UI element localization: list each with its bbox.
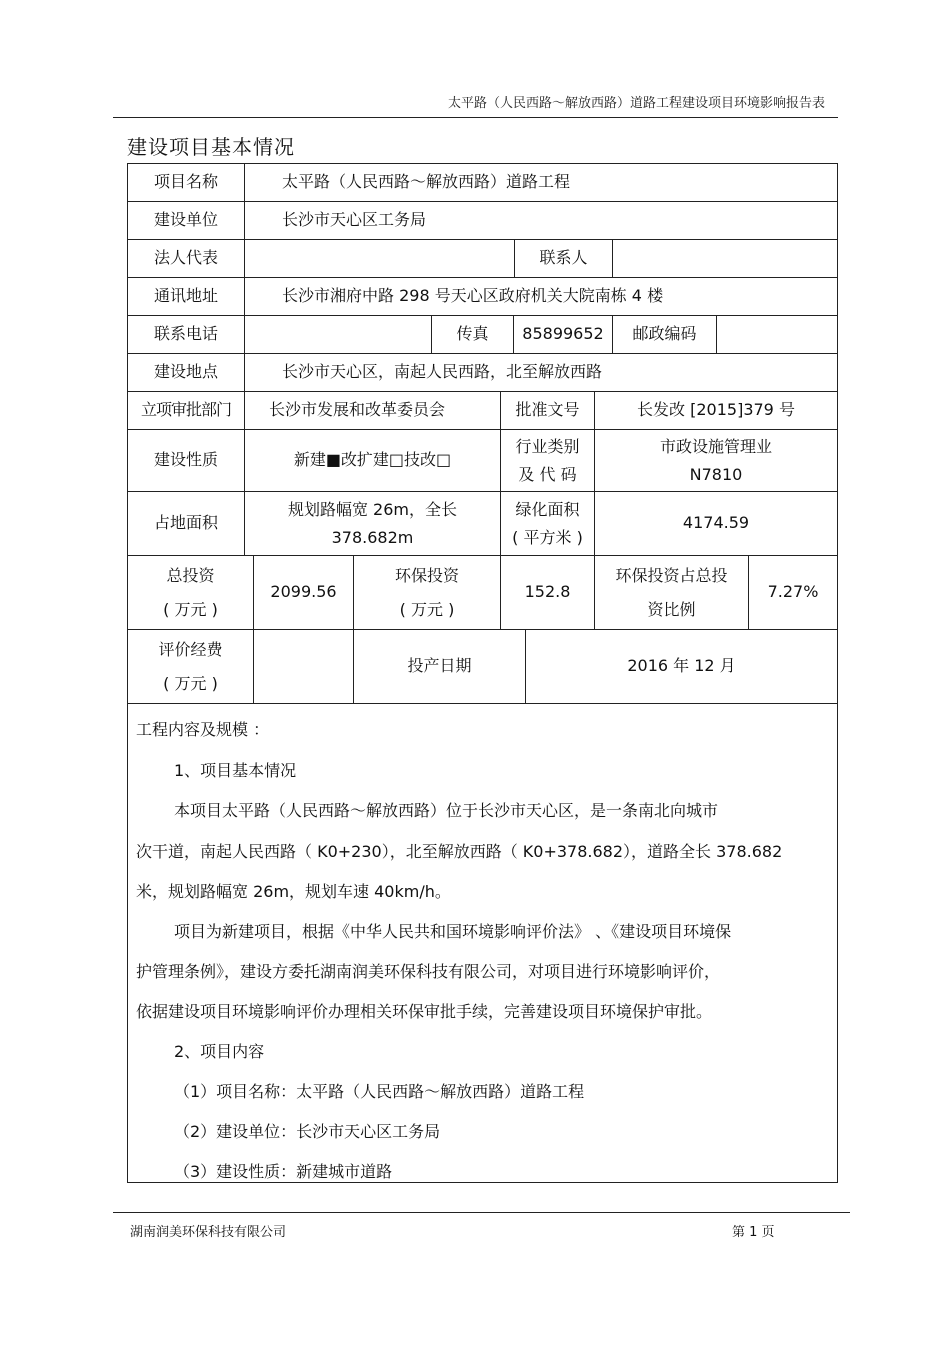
label-postcode: 邮政编码 bbox=[613, 316, 717, 354]
label-ratio-line2: 资比例 bbox=[647, 599, 696, 619]
value-area-line2: 378.682m bbox=[331, 527, 414, 547]
value-contact bbox=[613, 240, 837, 278]
label-project-name: 项目名称 bbox=[128, 164, 245, 202]
label-industry bbox=[501, 430, 595, 492]
value-nature: 新建■改扩建□技改□ bbox=[245, 430, 501, 492]
label-fee-line1: 评价经费 bbox=[158, 639, 223, 659]
value-green: 4174.59 bbox=[595, 492, 837, 556]
header-rule bbox=[113, 117, 838, 118]
content-p2-line1: 项目为新建项目，根据《中华人民共和国环境影响评价法》 、《建设项目环境保 bbox=[174, 922, 732, 941]
label-address: 通讯地址 bbox=[128, 278, 245, 316]
label-industry-line1: 行业类别 bbox=[515, 436, 580, 456]
content-p2-line3: 依据建设项目环境影响评价办理相关环保审批手续，完善建设项目环境保护审批。 bbox=[136, 1002, 713, 1021]
label-location: 建设地点 bbox=[128, 354, 245, 392]
value-start-date: 2016 年 12 月 bbox=[526, 630, 837, 704]
value-industry-line2: N7810 bbox=[689, 464, 743, 484]
label-ratio bbox=[595, 556, 749, 630]
value-approval-no: 长发改 [2015]379 号 bbox=[595, 392, 837, 430]
value-phone bbox=[245, 316, 432, 354]
value-address: 长沙市湘府中路 298 号天心区政府机关大院南栋 4 楼 bbox=[245, 278, 837, 316]
label-industry-line2: 及 代 码 bbox=[518, 464, 577, 484]
label-fee-line2: ( 万元 ) bbox=[163, 673, 218, 693]
section-title: 建设项目基本情况 bbox=[127, 135, 295, 159]
label-green bbox=[501, 492, 595, 556]
label-area: 占地面积 bbox=[128, 492, 245, 556]
label-phone: 联系电话 bbox=[128, 316, 245, 354]
content-p1-line3: 米，规划路幅宽 26m，规划车速 40km/h。 bbox=[136, 882, 451, 901]
content-sub1: 1、项目基本情况 bbox=[174, 761, 297, 780]
footer-page-number: 第 1 页 bbox=[732, 1225, 775, 1240]
content-item1: （1）项目名称：太平路（人民西路～解放西路）道路工程 bbox=[174, 1082, 585, 1101]
value-env-invest: 152.8 bbox=[501, 556, 595, 630]
content-item2: （2）建设单位：长沙市天心区工务局 bbox=[174, 1122, 441, 1141]
label-invest-line2: ( 万元 ) bbox=[163, 599, 218, 619]
value-industry bbox=[595, 430, 837, 492]
label-green-line2: ( 平方米 ) bbox=[512, 527, 583, 547]
label-contact: 联系人 bbox=[515, 240, 613, 278]
value-builder: 长沙市天心区工务局 bbox=[245, 202, 837, 240]
footer-company: 湖南润美环保科技有限公司 bbox=[130, 1225, 287, 1240]
label-builder: 建设单位 bbox=[128, 202, 245, 240]
value-invest: 2099.56 bbox=[254, 556, 354, 630]
content-p1-line1: 本项目太平路（人民西路～解放西路）位于长沙市天心区，是一条南北向城市 bbox=[174, 801, 719, 820]
content-p2-line2: 护管理条例》，建设方委托湖南润美环保科技有限公司，对项目进行环境影响评价， bbox=[136, 962, 721, 981]
value-industry-line1: 市政设施管理业 bbox=[659, 436, 772, 456]
value-project-name: 太平路（人民西路～解放西路）道路工程 bbox=[245, 164, 837, 202]
value-fee bbox=[254, 630, 354, 704]
content-heading: 工程内容及规模 ： bbox=[136, 720, 270, 739]
label-env-invest-line1: 环保投资 bbox=[394, 565, 459, 585]
value-ratio: 7.27% bbox=[749, 556, 837, 630]
value-fax: 85899652 bbox=[514, 316, 613, 354]
label-invest-line1: 总投资 bbox=[166, 565, 215, 585]
label-fax: 传真 bbox=[432, 316, 514, 354]
label-approval-no: 批准文号 bbox=[501, 392, 595, 430]
label-nature: 建设性质 bbox=[128, 430, 245, 492]
value-postcode bbox=[717, 316, 837, 354]
label-ratio-line1: 环保投资占总投 bbox=[615, 565, 728, 585]
content-sub2: 2、项目内容 bbox=[174, 1042, 265, 1061]
value-area bbox=[245, 492, 501, 556]
footer-rule bbox=[113, 1212, 850, 1213]
label-env-invest-line2: ( 万元 ) bbox=[399, 599, 455, 619]
value-approval-dept: 长沙市发展和改革委员会 bbox=[245, 392, 501, 430]
value-location: 长沙市天心区，南起人民西路，北至解放西路 bbox=[245, 354, 837, 392]
header-title: 太平路（人民西路～解放西路）道路工程建设项目环境影响报告表 bbox=[447, 96, 825, 111]
label-start-date: 投产日期 bbox=[354, 630, 526, 704]
label-legal-rep: 法人代表 bbox=[128, 240, 245, 278]
label-approval-dept: 立项审批部门 bbox=[128, 392, 245, 430]
content-p1-line2: 次干道，南起人民西路（ K0+230），北至解放西路（ K0+378.682），道路全长 378.682 bbox=[136, 842, 783, 861]
value-legal-rep bbox=[245, 240, 515, 278]
label-green-line1: 绿化面积 bbox=[515, 499, 580, 519]
label-env-invest bbox=[354, 556, 501, 630]
label-invest bbox=[128, 556, 254, 630]
info-table bbox=[127, 163, 838, 1183]
content-item3: （3）建设性质：新建城市道路 bbox=[174, 1162, 393, 1181]
value-area-line1: 规划路幅宽 26m，全长 bbox=[287, 499, 458, 519]
label-fee bbox=[128, 630, 254, 704]
